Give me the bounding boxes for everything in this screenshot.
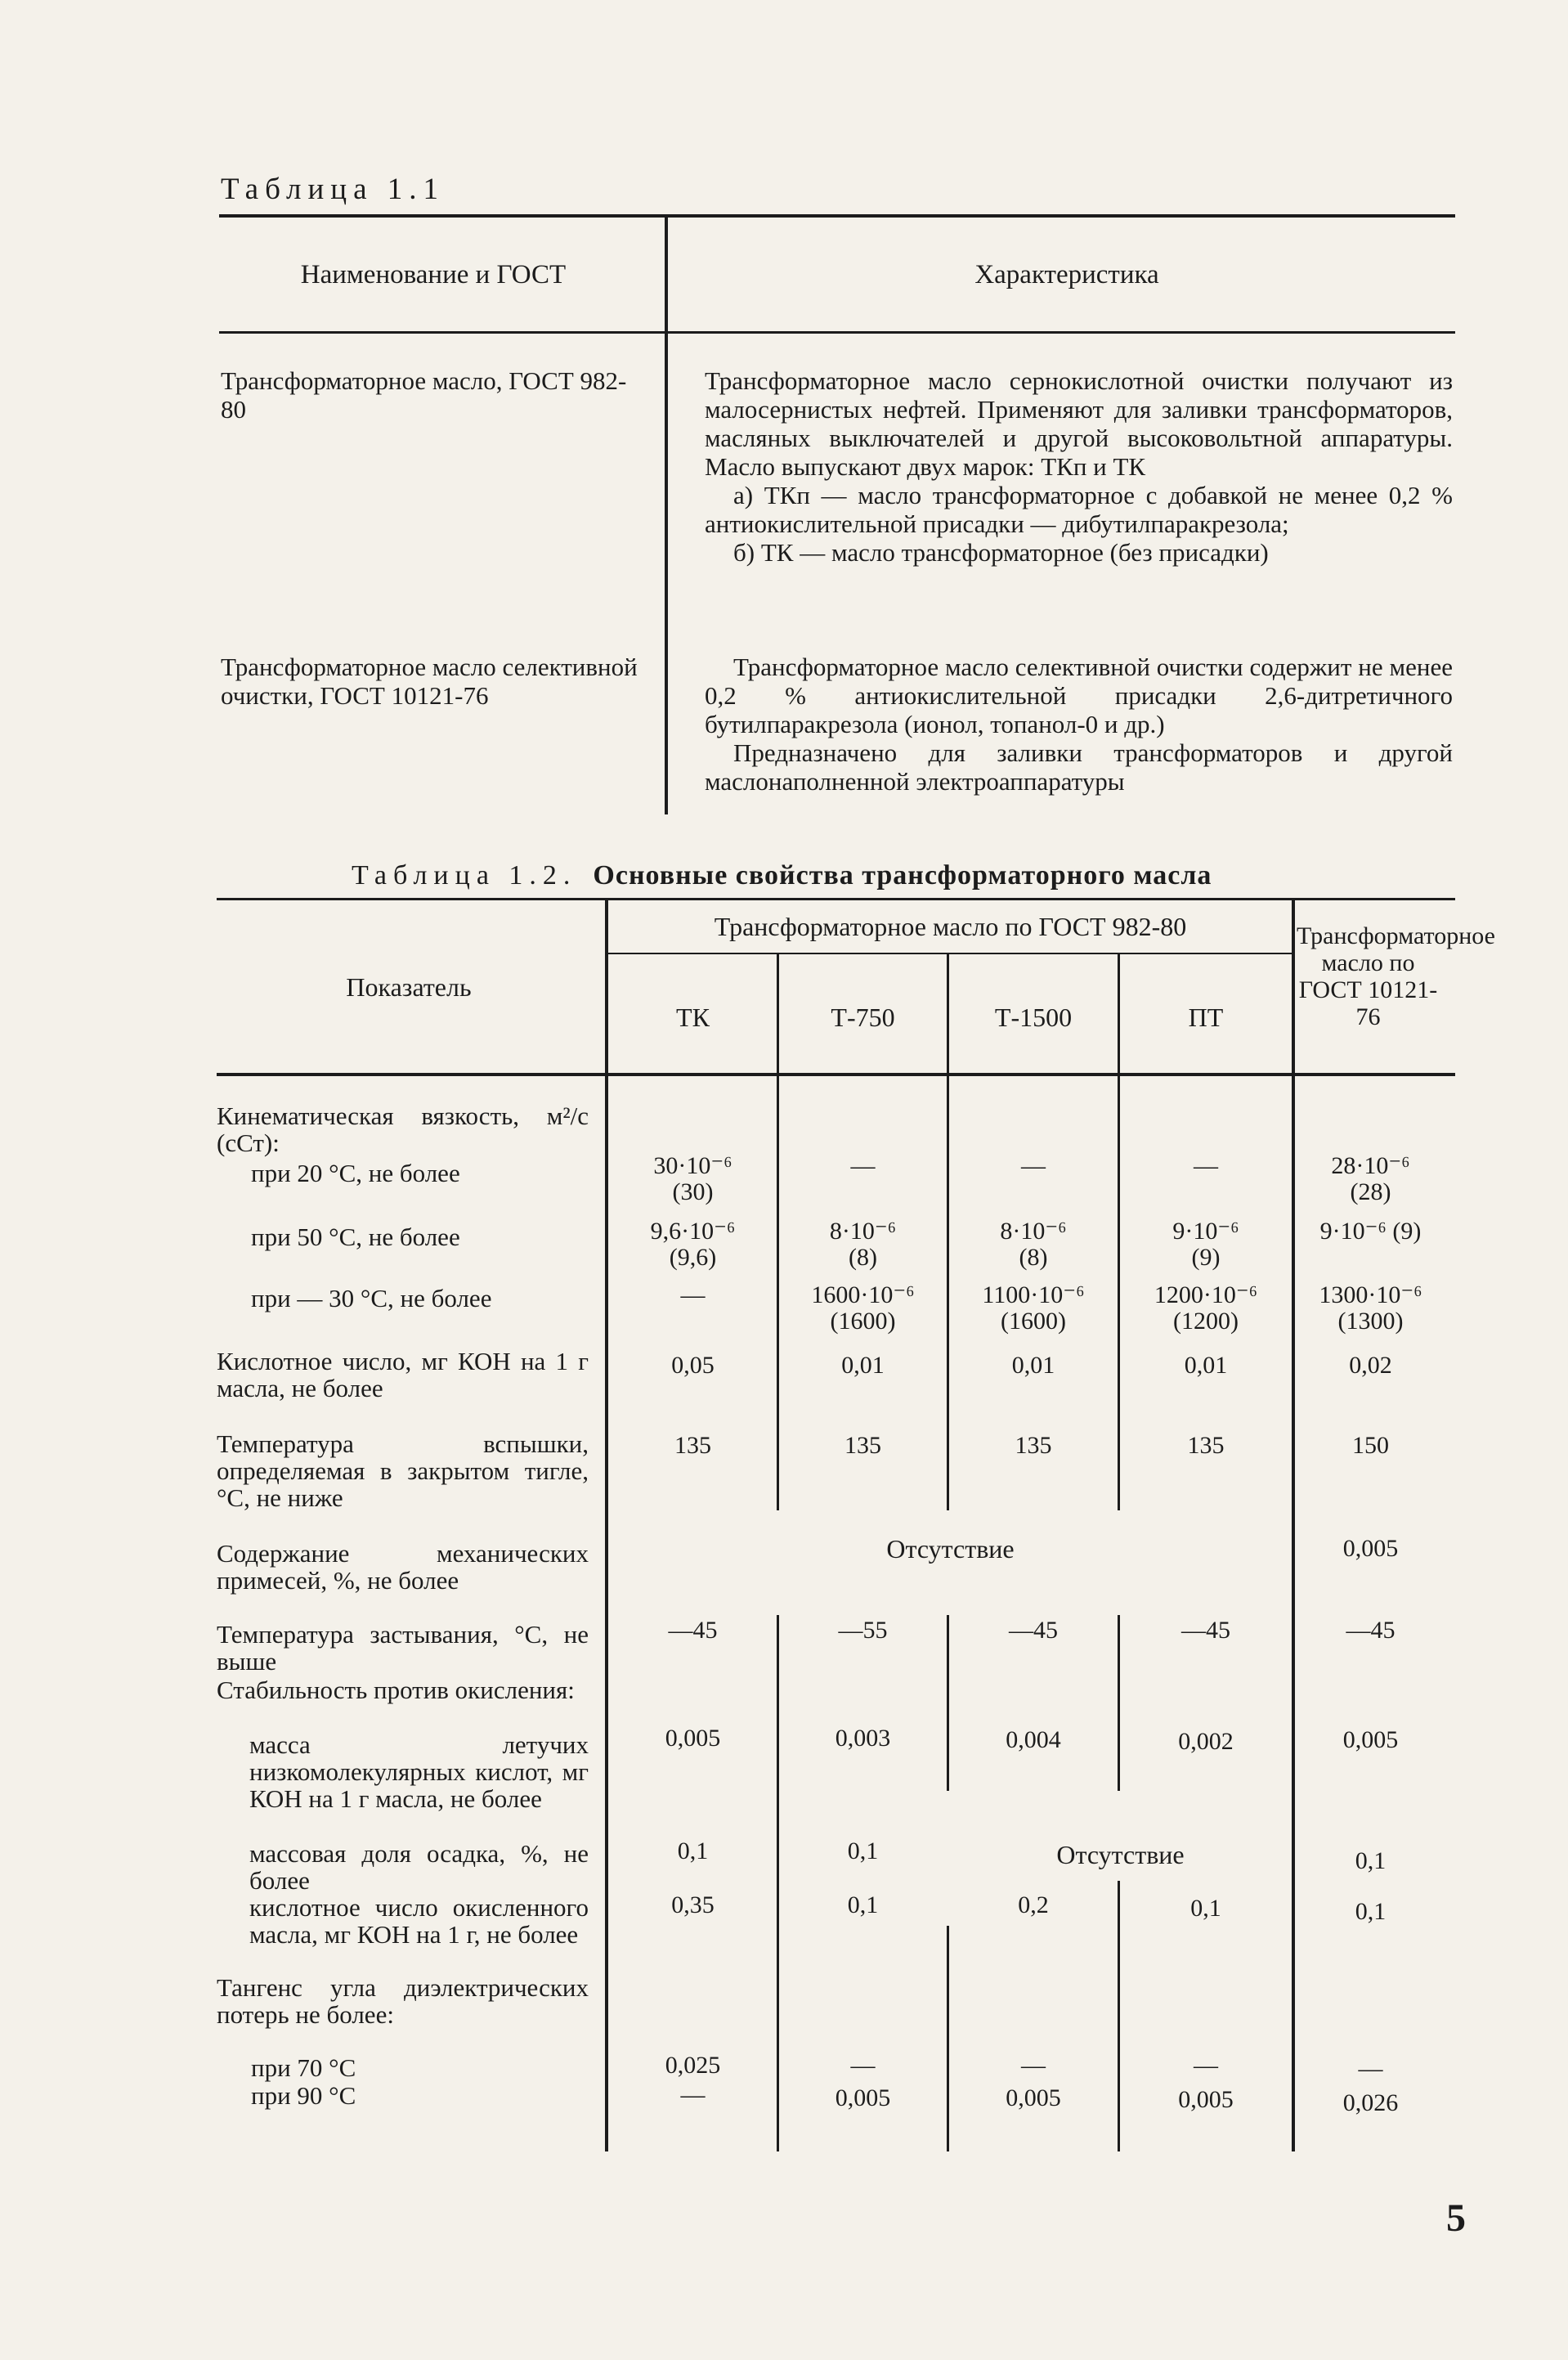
table-1-1-header-name: Наименование и ГОСТ [300,260,567,289]
row-label-acid-oxidized: кислотное число окисленного масла, мг КОН на 1 г, не более [249,1893,589,1949]
value-cell: 0,1 [677,1837,709,1864]
value-cell: 1200·10⁻⁶ (1200) [1154,1281,1258,1335]
page-number: 5 [1446,2196,1466,2240]
value-cell: 1600·10⁻⁶ (1600) [811,1281,915,1335]
value-cell: 0,01 [1011,1352,1055,1379]
row-label-viscosity: Кинематическая вязкость, м²/с (сСт): [217,1101,589,1157]
row-label-volatile: масса летучих низкомолекулярных кислот, мг КОН на 1 г масла, не более [249,1730,589,1813]
value-cell: 1100·10⁻⁶ (1600) [982,1281,1085,1335]
description-paragraph: Трансформаторное масло селективной очистки содержит не менее 0,2 % антиокислительной присадки 2,6-дитретичного бутилпаракрезола (ионол, топанол-0 и др.) [705,653,1453,738]
value-cell: 0,004 [1006,1726,1061,1753]
value-cell: —45 [1181,1617,1230,1644]
value-cell: 0,005 [1006,2084,1061,2111]
table-1-2-title [352,860,1212,891]
row-label-acid: Кислотное число, мг КОН на 1 г масла, не более [217,1347,589,1402]
value-cell: 0,05 [671,1352,715,1379]
row-label-v20: при 20 °С, не более [251,1159,460,1187]
table-1-1-row-2-name: Трансформаторное масло селективной очистки, ГОСТ 10121-76 [221,653,638,710]
value-cell: 0,2 [1018,1891,1049,1918]
value-cell: 135 [1187,1432,1225,1459]
value-cell: 0,1 [847,1891,879,1918]
value-cell: 0,005 [1342,1726,1399,1753]
table-1-1-row-2-description [705,653,1453,796]
value-cell: — [1194,2052,1218,2079]
table-1-2-top-rule [217,898,1455,900]
row-label-pour: Температура застывания, °С, не выше [217,1620,589,1676]
value-cell: 30·10⁻⁶ (30) [653,1152,732,1205]
description-paragraph: а) ТКп — масло трансформаторное с добавкой не менее 0,2 % антиокислительной присадки — дибутилпаракрезола; [705,481,1453,538]
description-paragraph: б) ТК — масло трансформаторное (без присадки) [733,538,1269,567]
value-cell: 0,1 [1190,1895,1221,1922]
row-label-flash: Температура вспышки, определяемая в закрытом тигле, °С, не ниже [217,1429,589,1512]
value-cell: — [1194,1152,1218,1179]
row-label-vm30: при — 30 °С, не более [251,1284,492,1312]
value-cell: 1300·10⁻⁶ (1300) [1319,1281,1422,1335]
value-cell: — [850,1152,876,1179]
value-cell: 0,1 [1355,1898,1387,1925]
value-cell: —55 [838,1617,888,1644]
value-cell: — [1021,2052,1046,2079]
row-label-stability: Стабильность против окисления: [217,1676,575,1704]
table-1-2-col-divider [605,900,608,2151]
value-cell: 135 [674,1432,711,1459]
value-cell: — [1358,2055,1383,2082]
value-cell: 0,005 [1178,2086,1234,2113]
table-1-2-col-divider [1292,900,1295,2151]
table-1-2-col-divider [947,1926,949,2151]
value-cell: 28·10⁻⁶ (28) [1331,1152,1410,1205]
value-cell: 9·10⁻⁶ (9) [1172,1218,1239,1271]
value-cell: 0,003 [835,1725,891,1752]
row-label-sediment: массовая доля осадка, %, не более [249,1839,589,1895]
table-1-2-header-rule [217,1073,1455,1076]
header-col-pt: ПТ [1188,1003,1224,1032]
table-1-1-header-characteristic: Характеристика [974,260,1159,289]
table-1-2-caption: Основные свойства трансформаторного масла [593,860,1212,891]
table-1-1-column-divider [665,218,668,814]
header-col-t750: Т-750 [831,1003,895,1032]
value-cell: 0,005 [665,1725,721,1752]
header-gost-10121: Трансформаторное масло по ГОСТ 10121-76 [1297,922,1495,1030]
value-cell: 0,005 [1342,1535,1399,1562]
value-cell: 135 [844,1432,881,1459]
row-label-v50: при 50 °С, не более [251,1223,460,1251]
table-1-1-title: Таблица 1.1 [221,173,445,206]
value-cell: 150 [1352,1432,1389,1459]
value-cell: — [680,2081,706,2108]
value-cell: 0,35 [671,1891,715,1918]
header-col-t1500: Т-1500 [994,1003,1073,1032]
description-paragraph: Предназначено для заливки трансформаторов и другой маслонаполненной электроаппаратуры [705,738,1453,796]
header-col-tk: ТК [676,1003,710,1032]
value-span-absent: Отсутствие [1056,1840,1185,1869]
row-label-t70: при 70 °С [251,2053,356,2082]
value-cell: 0,01 [841,1352,885,1379]
value-cell: 8·10⁻⁶ (8) [1000,1218,1067,1271]
value-cell: 0,1 [847,1837,879,1864]
header-indicator: Показатель [346,972,472,1002]
value-cell: 9·10⁻⁶ (9) [1319,1218,1422,1245]
row-label-t90: при 90 °С [251,2081,356,2110]
value-cell: —45 [1009,1617,1058,1644]
table-1-2-group-rule [607,953,1293,954]
value-cell: — [850,2052,876,2079]
value-span-absent: Отсутствие [886,1534,1015,1564]
row-label-tan-delta: Тангенс угла диэлектрических потерь не более: [217,1973,589,2029]
value-cell: 0,025 [665,2052,721,2079]
description-paragraph: Трансформаторное масло сернокислотной очистки получают из малосернистых нефтей. Применяют для заливки трансформаторов, масляных выключателей и другой высоковольтной аппаратуры. Масло выпускают двух марок: ТКп и ТК [705,366,1453,481]
value-cell: — [1021,1152,1046,1179]
row-label-mech: Содержание механических примесей, %, не более [217,1539,589,1595]
table-1-1-row-1-name: Трансформаторное масло, ГОСТ 982-80 [221,366,627,424]
value-cell: — [680,1281,706,1308]
value-cell: 8·10⁻⁶ (8) [829,1218,897,1271]
value-cell: 9,6·10⁻⁶ (9,6) [650,1218,736,1271]
value-cell: 0,002 [1178,1728,1234,1755]
value-cell: —45 [668,1617,718,1644]
value-cell: 0,1 [1355,1847,1387,1874]
value-cell: 0,02 [1349,1352,1392,1379]
table-1-2-label: Таблица 1.2. [352,860,577,891]
value-cell: 0,005 [835,2084,891,2111]
table-1-1-header-rule [219,331,1455,334]
value-cell: 135 [1015,1432,1052,1459]
table-1-1-row-1-description [705,366,1453,567]
value-cell: 0,01 [1184,1352,1228,1379]
table-1-1-top-rule [219,214,1455,218]
value-cell: —45 [1346,1617,1396,1644]
value-cell: 0,026 [1342,2089,1399,2116]
header-gost-982-group: Трансформаторное масло по ГОСТ 982-80 [714,912,1187,941]
